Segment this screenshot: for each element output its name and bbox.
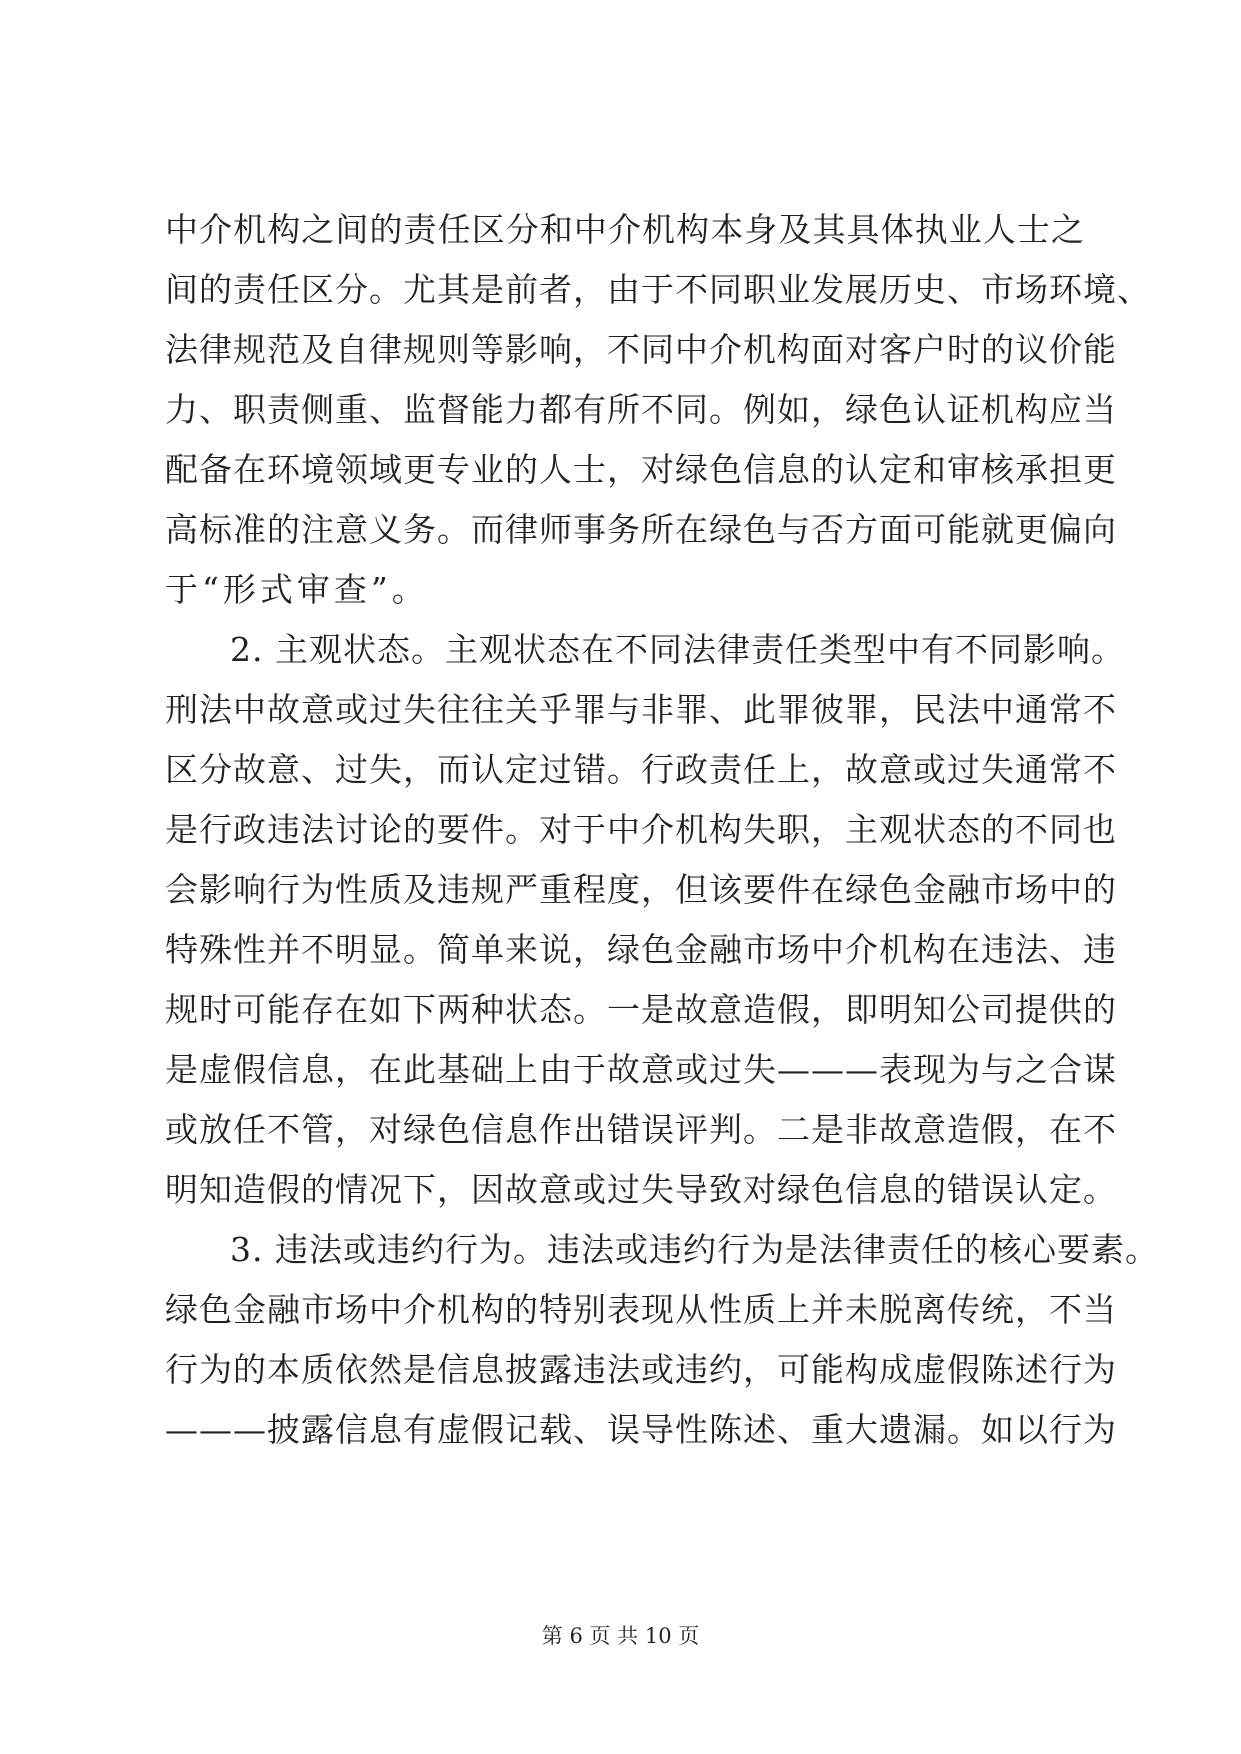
text-line: 是行政违法讨论的要件。对于中介机构失职，主观状态的不同也 [165,810,1117,849]
text-line: 绿色金融市场中介机构的特别表现从性质上并未脱离传统，不当 [165,1290,1117,1329]
text-line: 间的责任区分。尤其是前者，由于不同职业发展历史、市场环境、 [165,270,1151,309]
text-line: 明知造假的情况下，因故意或过失导致对绿色信息的错误认定。 [165,1170,1117,1209]
text-line: 或放任不管，对绿色信息作出错误评判。二是非故意造假，在不 [165,1110,1117,1149]
section-heading-line: 3. 违法或违约行为。违法或违约行为是法律责任的核心要素。 [230,1230,1159,1269]
text-line: 是虚假信息，在此基础上由于故意或过失———表现为与之合谋 [165,1050,1117,1089]
text-line: ———披露信息有虚假记载、误导性陈述、重大遗漏。如以行为 [165,1410,1117,1449]
text-line: 规时可能存在如下两种状态。一是故意造假，即明知公司提供的 [165,990,1117,1029]
text-line: 力、职责侧重、监督能力都有所不同。例如，绿色认证机构应当 [165,390,1117,429]
text-line: 刑法中故意或过失往往关乎罪与非罪、此罪彼罪，民法中通常不 [165,690,1117,729]
text-line: 配备在环境领域更专业的人士，对绿色信息的认定和审核承担更 [165,450,1117,489]
page-number-footer: 第 6 页 共 10 页 [541,1624,700,1648]
section-heading-line: 2. 主观状态。主观状态在不同法律责任类型中有不同影响。 [230,630,1125,669]
text-line: 行为的本质依然是信息披露违法或违约，可能构成虚假陈述行为 [165,1350,1117,1389]
text-line: 高标准的注意义务。而律师事务所在绿色与否方面可能就更偏向 [165,510,1117,549]
text-line: 于“形式审查”。 [165,570,429,609]
text-line: 会影响行为性质及违规严重程度，但该要件在绿色金融市场中的 [165,870,1117,909]
text-line: 法律规范及自律规则等影响，不同中介机构面对客户时的议价能 [165,330,1117,369]
text-line: 中介机构之间的责任区分和中介机构本身及其具体执业人士之 [165,210,1085,249]
text-line: 区分故意、过失，而认定过错。行政责任上，故意或过失通常不 [165,750,1117,789]
text-line: 特殊性并不明显。简单来说，绿色金融市场中介机构在违法、违 [165,930,1117,969]
